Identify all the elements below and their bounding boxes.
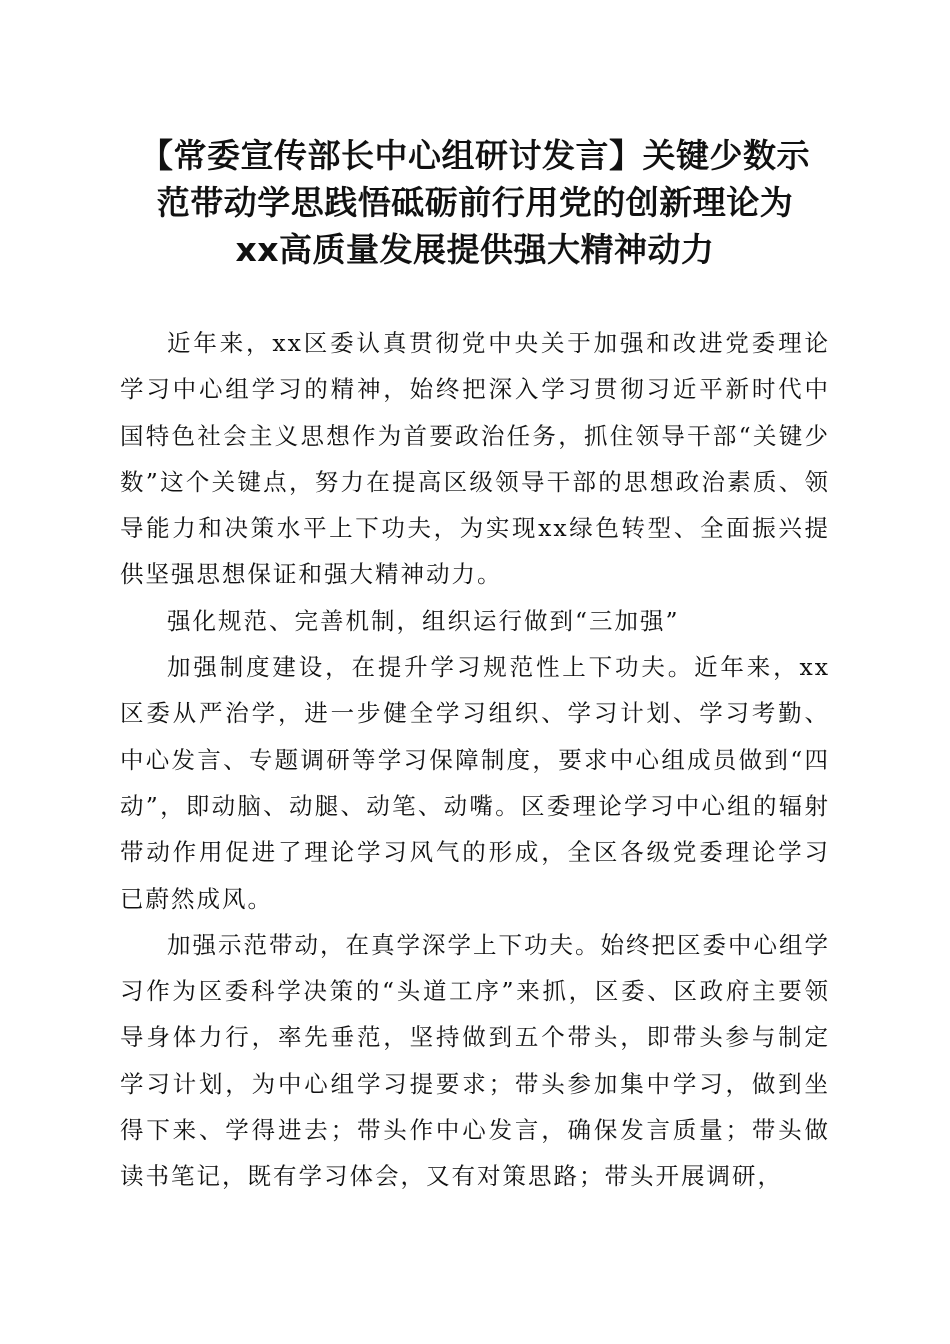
title-line: 范带动学思践悟砥砺前行用党的创新理论为 [156,183,794,222]
document-title [105,132,845,273]
paragraph-intro: 近年来，xx区委认真贯彻党中央关于加强和改进党委理论学习中心组学习的精神，始终把深入学习贯彻习近平新时代中国特色社会主义思想作为首要政治任务，抓住领导干部“关键少数”这个关键点，努力在提高区级领导干部的思想政治素质、领导能力和决策水平上下功夫，为实现xx绿色转型、全面振兴提供坚强思想保证和强大精神动力。 [120,329,830,589]
paragraph-institution: 加强制度建设，在提升学习规范性上下功夫。近年来，xx区委从严治学，进一步健全学习组织、学习计划、学习考勤、中心发言、专题调研等学习保障制度，要求中心组成员做到“四动”，即动脑、动腿、动笔、动嘴。区委理论学习中心组的辐射带动作用促进了理论学习风气的形成，全区各级党委理论学习已蔚然成风。 [120,653,830,913]
title-line: xx高质量发展提供强大精神动力 [235,230,715,269]
document-body [120,320,830,1200]
section-heading: 强化规范、完善机制，组织运行做到“三加强” [167,606,680,635]
title-line: 【常委宣传部长中心组研讨发言】关键少数示 [140,136,810,175]
paragraph-leadership: 加强示范带动，在真学深学上下功夫。始终把区委中心组学习作为区委科学决策的“头道工序”来抓，区委、区政府主要领导身体力行，率先垂范，坚持做到五个带头，即带头参与制定学习计划，为中心组学习提要求；带头参加集中学习，做到坐得下来、学得进去；带头作中心发言，确保发言质量；带头做读书笔记，既有学习体会，又有对策思路；带头开展调研， [120,930,830,1191]
